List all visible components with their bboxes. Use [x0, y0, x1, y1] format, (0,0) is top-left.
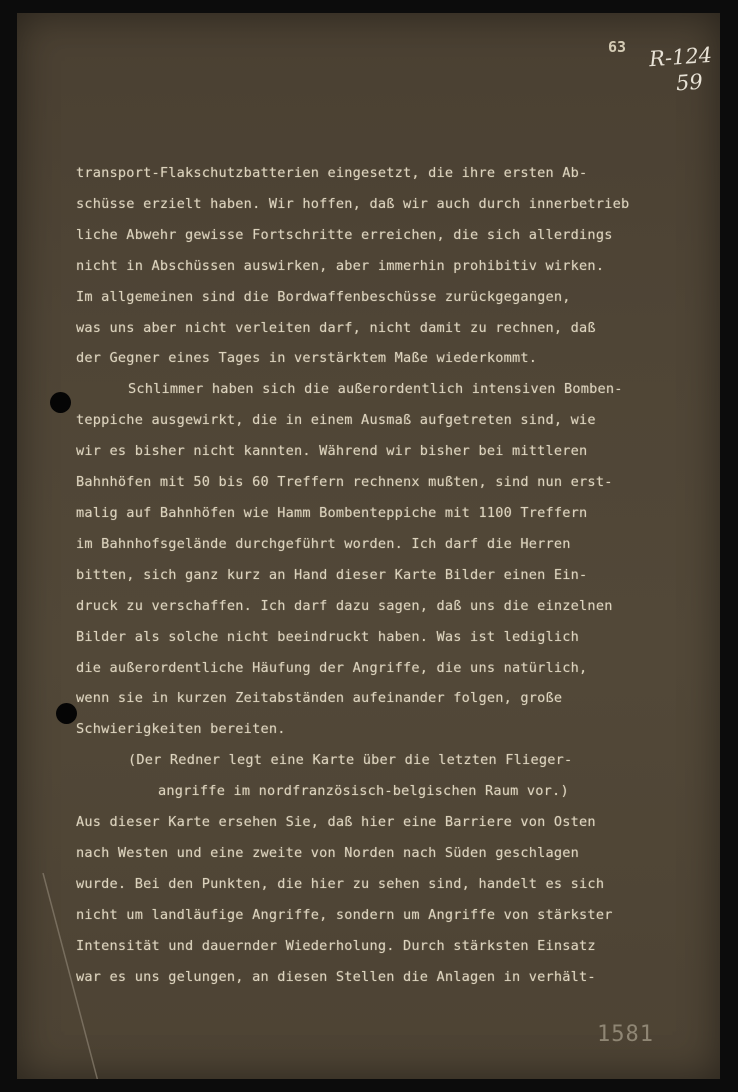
- text-line: nach Westen und eine zweite von Norden nach Süden geschlagen: [76, 844, 580, 861]
- text-line: transport-Flakschutzbatterien eingesetzt, die ihre ersten Ab-: [76, 165, 588, 181]
- text-line: wenn sie in kurzen Zeitabständen aufeinander folgen, große: [76, 690, 563, 707]
- text-line: bitten, sich ganz kurz an Hand dieser Karte Bilder einen Ein-: [76, 566, 588, 583]
- text-line: die außerordentliche Häufung der Angriffe, die uns natürlich,: [76, 659, 588, 676]
- text-line: Bahnhöfen mit 50 bis 60 Treffern rechnenx mußten, sind nun erst-: [76, 474, 613, 491]
- text-line: teppiche ausgewirkt, die in einem Ausmaß aufgetreten sind, wie: [76, 412, 596, 429]
- typed-body-text: [76, 158, 676, 992]
- text-line: war es uns gelungen, an diesen Stellen die Anlagen in verhält-: [76, 968, 596, 985]
- text-line: wir es bisher nicht kannten. Während wir bisher bei mittleren: [76, 443, 588, 460]
- text-line: Schlimmer haben sich die außerordentlich intensiven Bomben-: [128, 381, 623, 398]
- handwritten-reference: [648, 42, 714, 98]
- text-line: Im allgemeinen sind die Bordwaffenbeschüsse zurückgegangen,: [76, 288, 571, 305]
- punch-hole: [50, 392, 71, 413]
- text-line: liche Abwehr gewisse Fortschritte erreichen, die sich allerdings: [76, 226, 613, 243]
- text-line: was uns aber nicht verleiten darf, nicht damit zu rechnen, daß: [76, 319, 596, 336]
- text-line: angriffe im nordfranzösisch-belgischen Raum vor.): [158, 783, 569, 800]
- page-number: 63: [608, 38, 627, 56]
- text-line: Aus dieser Karte ersehen Sie, daß hier eine Barriere von Osten: [76, 814, 596, 831]
- text-line: nicht in Abschüssen auswirken, aber immerhin prohibitiv wirken.: [76, 257, 605, 274]
- handwritten-ref-line: R-124: [648, 42, 713, 72]
- text-line: Bilder als solche nicht beeindruckt haben. Was ist lediglich: [76, 628, 580, 645]
- text-line: im Bahnhofsgelände durchgeführt worden. Ich darf die Herren: [76, 535, 571, 552]
- text-line: nicht um landläufige Angriffe, sondern um Angriffe von stärkster: [76, 906, 613, 923]
- text-line: Schwierigkeiten bereiten.: [76, 721, 286, 738]
- archive-number: 1581: [597, 1022, 654, 1047]
- text-line: wurde. Bei den Punkten, die hier zu sehen sind, handelt es sich: [76, 875, 605, 892]
- text-line: schüsse erzielt haben. Wir hoffen, daß wir auch durch innerbetrieb: [76, 195, 630, 212]
- text-line: (Der Redner legt eine Karte über die letzten Flieger-: [128, 752, 573, 769]
- text-line: druck zu verschaffen. Ich darf dazu sagen, daß uns die einzelnen: [76, 597, 613, 614]
- text-line: malig auf Bahnhöfen wie Hamm Bombenteppiche mit 1100 Treffern: [76, 504, 588, 521]
- handwritten-ref-line: 59: [675, 69, 704, 96]
- text-line: der Gegner eines Tages in verstärktem Maße wiederkommt.: [76, 350, 538, 367]
- punch-hole: [56, 703, 77, 724]
- text-line: Intensität und dauernder Wiederholung. Durch stärksten Einsatz: [76, 937, 596, 954]
